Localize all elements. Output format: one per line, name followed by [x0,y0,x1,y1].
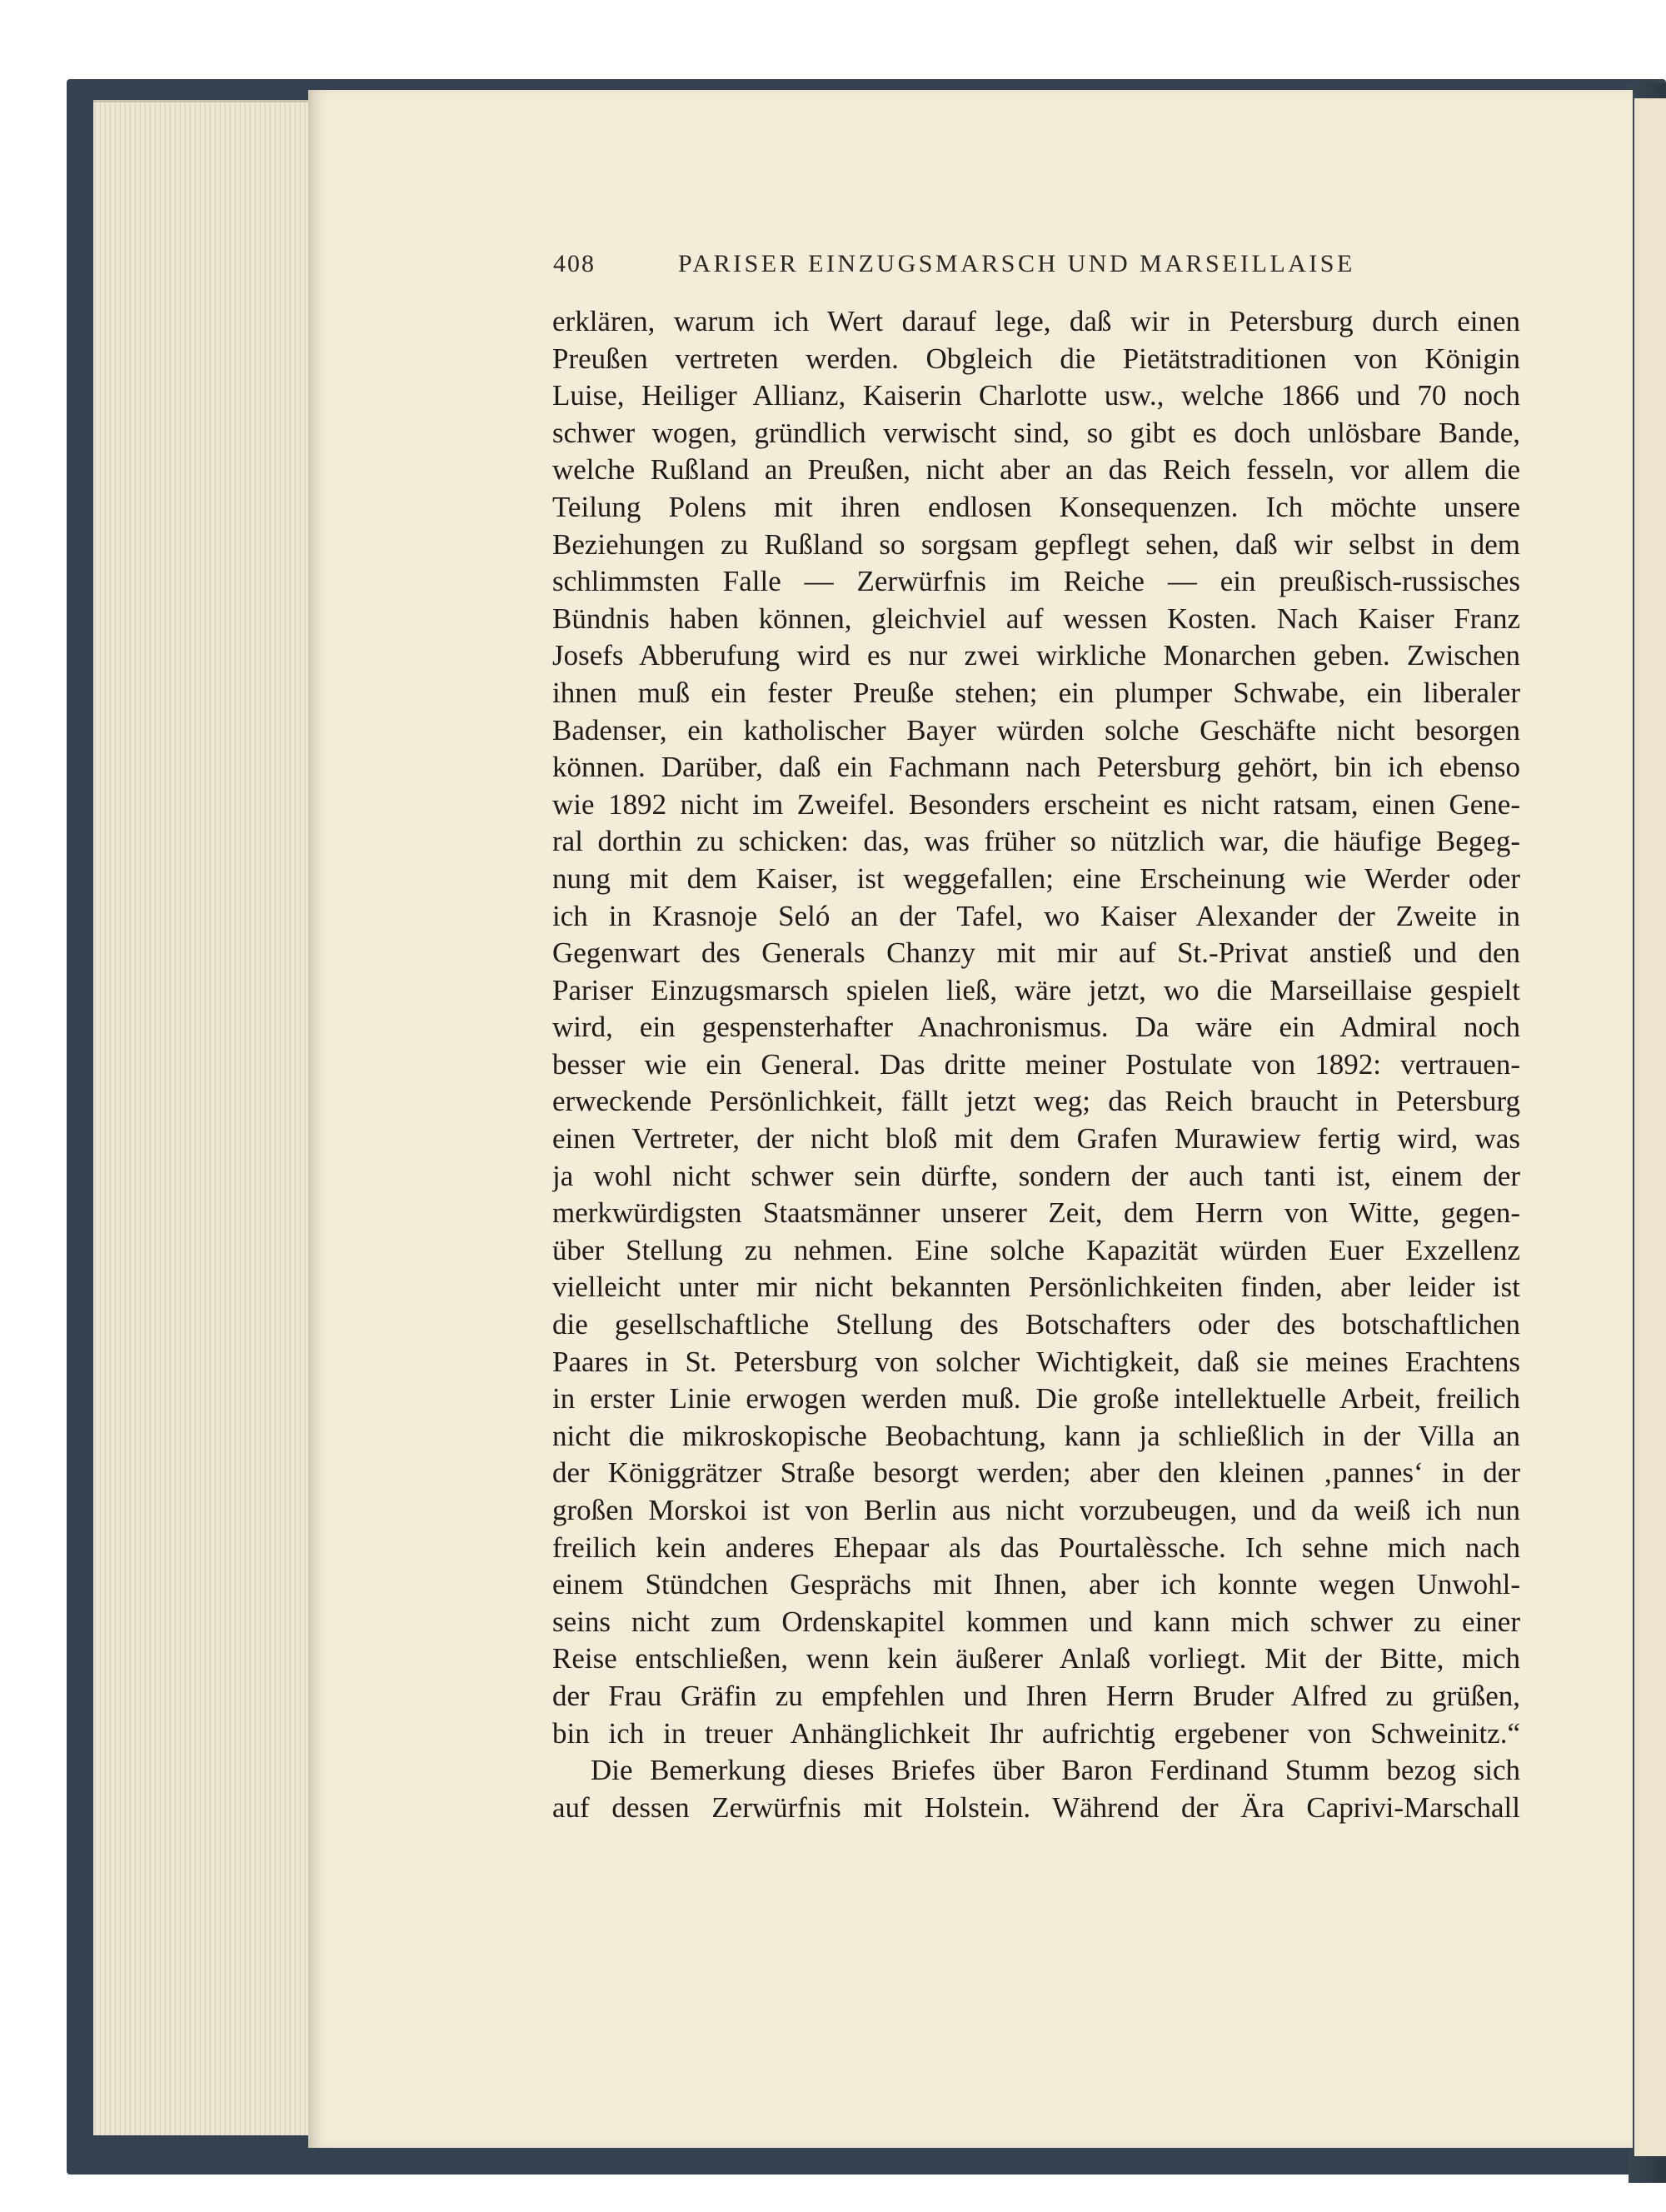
text-line: können. Darüber, daß ein Fachmann nach Petersburg gehört, bin ich ebenso [552,751,1520,784]
text-line: über Stellung zu nehmen. Eine solche Kapazität würden Euer Exzellenz [552,1233,1520,1266]
page-number: 408 [553,250,596,277]
text-line: ral dorthin zu schicken: das, was früher so nützlich war, die häufige Begeg- [552,825,1520,858]
text-line: Luise, Heiliger Allianz, Kaiserin Charlotte usw., welche 1866 und 70 noch [552,379,1520,412]
text-line: wird, ein gespensterhafter Anachronismus. Da wäre ein Admiral noch [552,1011,1520,1044]
text-line: ich in Krasnoje Seló an der Tafel, wo Kaiser Alexander der Zweite in [552,899,1520,932]
text-line: Die Bemerkung dieses Briefes über Baron Ferdinand Stumm bezog sich [591,1754,1520,1787]
text-line: Gegenwart des Generals Chanzy mit mir auf St.-Privat anstieß und den [552,936,1520,970]
text-line: die gesellschaftliche Stellung des Botschafters oder des botschaftlichen [552,1308,1520,1341]
text-line: besser wie ein General. Das dritte meiner Postulate von 1892: vertrauen- [552,1047,1520,1081]
text-line: erweckende Persönlichkeit, fällt jetzt weg; das Reich braucht in Petersburg [552,1085,1520,1118]
text-line: großen Morskoi ist von Berlin aus nicht vorzubeugen, und da weiß ich nun [552,1494,1520,1526]
text-line: wie 1892 nicht im Zweifel. Besonders erscheint es nicht ratsam, einen Gene- [552,787,1520,821]
page-edges [93,100,318,2135]
text-line: in erster Linie erwogen werden muß. Die große intellektuelle Arbeit, freilich [552,1382,1520,1416]
text-line: nicht die mikroskopische Beobachtung, kann ja schließlich in der Villa an [552,1419,1520,1452]
text-line: freilich kein anderes Ehepaar als das Pourtalèssche. Ich sehne mich nach [552,1530,1520,1564]
chapter-title: PARISER EINZUGSMARSCH UND MARSEILLAISE [678,250,1355,277]
text-line: bin ich in treuer Anhänglichkeit Ihr aufrichtig ergebener von Schweinitz.“ [552,1716,1520,1750]
text-line: Reise entschließen, wenn kein äußerer Anlaß vorliegt. Mit der Bitte, mich [552,1642,1520,1675]
text-line: Bündnis haben können, gleichviel auf wessen Kosten. Nach Kaiser Franz [552,602,1520,635]
text-line: Badenser, ein katholischer Bayer würden solche Geschäfte nicht besorgen [552,713,1520,746]
text-line: merkwürdigsten Staatsmänner unserer Zeit, dem Herrn von Witte, gegen- [552,1196,1520,1230]
body-text [552,303,1520,1826]
text-line: Preußen vertreten werden. Obgleich die Pietätstraditionen von Königin [552,342,1520,375]
text-line: einen Vertreter, der nicht bloß mit dem Grafen Murawiew fertig wird, was [552,1122,1520,1156]
text-line: einem Stündchen Gesprächs mit Ihnen, aber ich konnte wegen Unwohl- [552,1568,1520,1601]
text-line: Pariser Einzugsmarsch spielen ließ, wäre jetzt, wo die Marseillaise gespielt [552,973,1520,1006]
text-line: der Frau Gräfin zu empfehlen und Ihren Herrn Bruder Alfred zu grüßen, [552,1679,1520,1712]
text-line: erklären, warum ich Wert darauf lege, daß wir in Petersburg durch einen [552,305,1520,337]
text-line: welche Rußland an Preußen, nicht aber an das Reich fesseln, vor allem die [552,453,1520,487]
text-line: seins nicht zum Ordenskapitel kommen und kann mich schwer zu einer [552,1605,1520,1638]
text-line: vielleicht unter mir nicht bekannten Persönlichkeiten finden, aber leider ist [552,1271,1520,1304]
text-line: Josefs Abberufung wird es nur zwei wirkliche Monarchen geben. Zwischen [552,639,1520,672]
text-line: ja wohl nicht schwer sein dürfte, sondern der auch tanti ist, einem der [552,1159,1520,1192]
text-line: nung mit dem Kaiser, ist weggefallen; eine Erscheinung wie Werder oder [552,861,1520,895]
text-line: auf dessen Zerwürfnis mit Holstein. Während der Ära Caprivi-Marschall [552,1790,1520,1824]
text-line: Teilung Polens mit ihren endlosen Konsequenzen. Ich möchte unsere [552,490,1520,523]
text-line: der Königgrätzer Straße besorgt werden; aber den kleinen ‚pannes‘ in der [552,1456,1520,1490]
next-page-edge [1634,98,1666,2156]
running-head [553,250,1519,287]
text-line: schlimmsten Falle — Zerwürfnis im Reiche — ein preußisch-russisches [552,565,1520,598]
text-line: schwer wogen, gründlich verwischt sind, so gibt es doch unlösbare Bande, [552,416,1520,449]
text-line: Paares in St. Petersburg von solcher Wichtigkeit, daß sie meines Erachtens [552,1345,1520,1378]
text-line: Beziehungen zu Rußland so sorgsam gepflegt sehen, daß wir selbst in dem [552,527,1520,561]
text-line: ihnen muß ein fester Preuße stehen; ein plumper Schwabe, ein liberaler [552,676,1520,709]
